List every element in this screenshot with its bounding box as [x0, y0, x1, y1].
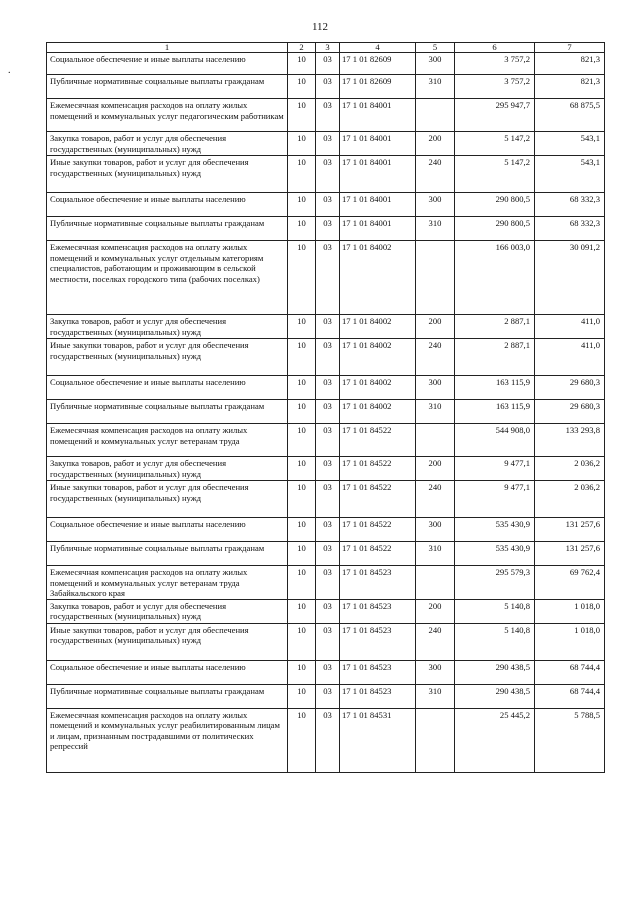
table-row [47, 53, 605, 75]
header-cell-2: 2 [288, 43, 316, 53]
cell-target-code: 17 1 01 84002 [340, 339, 416, 376]
cell-target-code: 17 1 01 84001 [340, 217, 416, 241]
table-row [47, 241, 605, 315]
row-label: Иные закупки товаров, работ и услуг для обеспечения государственных (муниципальных) нужд [47, 156, 288, 193]
cell-amount-actual: 29 680,3 [535, 376, 605, 400]
table-row [47, 623, 605, 660]
cell-expense-type: 300 [416, 518, 455, 542]
cell-target-code: 17 1 01 82609 [340, 53, 416, 75]
cell-section: 10 [288, 599, 316, 623]
table-row [47, 481, 605, 518]
cell-subsection: 03 [316, 708, 340, 772]
cell-target-code: 17 1 01 84002 [340, 376, 416, 400]
cell-amount-plan: 290 438,5 [455, 660, 535, 684]
table-body [47, 53, 605, 773]
table-row [47, 75, 605, 99]
cell-amount-plan: 3 757,2 [455, 75, 535, 99]
cell-target-code: 17 1 01 84523 [340, 623, 416, 660]
cell-amount-plan: 5 140,8 [455, 623, 535, 660]
cell-section: 10 [288, 376, 316, 400]
header-row [47, 43, 605, 53]
table-row [47, 599, 605, 623]
cell-amount-plan: 2 887,1 [455, 339, 535, 376]
cell-amount-plan: 25 445,2 [455, 708, 535, 772]
cell-subsection: 03 [316, 193, 340, 217]
cell-amount-actual: 133 293,8 [535, 424, 605, 457]
cell-amount-plan: 163 115,9 [455, 376, 535, 400]
header-cell-7: 7 [535, 43, 605, 53]
row-label: Социальное обеспечение и иные выплаты населению [47, 518, 288, 542]
cell-amount-plan: 5 147,2 [455, 132, 535, 156]
cell-section: 10 [288, 708, 316, 772]
cell-subsection: 03 [316, 53, 340, 75]
cell-subsection: 03 [316, 481, 340, 518]
cell-target-code: 17 1 01 82609 [340, 75, 416, 99]
row-label: Ежемесячная компенсация расходов на оплату жилых помещений и коммунальных услуг отдельным категориям специалистов, работающим и проживающим в сельской местности, поселках городского типа (рабочих поселках) [47, 241, 288, 315]
margin-mark: . [8, 65, 11, 76]
cell-subsection: 03 [316, 156, 340, 193]
cell-expense-type: 240 [416, 339, 455, 376]
cell-amount-plan: 535 430,9 [455, 542, 535, 566]
cell-amount-plan: 166 003,0 [455, 241, 535, 315]
cell-amount-actual: 30 091,2 [535, 241, 605, 315]
cell-target-code: 17 1 01 84001 [340, 99, 416, 132]
cell-amount-actual: 411,0 [535, 339, 605, 376]
cell-target-code: 17 1 01 84523 [340, 684, 416, 708]
row-label: Закупка товаров, работ и услуг для обеспечения государственных (муниципальных) нужд [47, 132, 288, 156]
table-row [47, 132, 605, 156]
cell-target-code: 17 1 01 84522 [340, 424, 416, 457]
cell-expense-type: 200 [416, 457, 455, 481]
cell-amount-actual: 29 680,3 [535, 400, 605, 424]
cell-expense-type: 200 [416, 599, 455, 623]
cell-section: 10 [288, 217, 316, 241]
cell-amount-actual: 2 036,2 [535, 481, 605, 518]
cell-expense-type: 200 [416, 132, 455, 156]
cell-section: 10 [288, 241, 316, 315]
cell-section: 10 [288, 339, 316, 376]
cell-target-code: 17 1 01 84531 [340, 708, 416, 772]
table-row [47, 566, 605, 600]
cell-section: 10 [288, 400, 316, 424]
cell-subsection: 03 [316, 684, 340, 708]
row-label: Иные закупки товаров, работ и услуг для обеспечения государственных (муниципальных) нужд [47, 339, 288, 376]
cell-section: 10 [288, 457, 316, 481]
cell-section: 10 [288, 542, 316, 566]
row-label: Ежемесячная компенсация расходов на оплату жилых помещений и коммунальных услуг педагогическим работникам [47, 99, 288, 132]
cell-amount-plan: 2 887,1 [455, 315, 535, 339]
cell-target-code: 17 1 01 84522 [340, 481, 416, 518]
cell-amount-actual: 68 332,3 [535, 217, 605, 241]
cell-target-code: 17 1 01 84001 [340, 193, 416, 217]
table-row [47, 99, 605, 132]
table-row [47, 193, 605, 217]
cell-amount-actual: 821,3 [535, 53, 605, 75]
cell-target-code: 17 1 01 84001 [340, 132, 416, 156]
row-label: Ежемесячная компенсация расходов на оплату жилых помещений и коммунальных услуг ветеранам труда Забайкальского края [47, 566, 288, 600]
cell-amount-actual: 821,3 [535, 75, 605, 99]
row-label: Социальное обеспечение и иные выплаты населению [47, 53, 288, 75]
cell-expense-type [416, 566, 455, 600]
table-row [47, 684, 605, 708]
header-cell-1: 1 [47, 43, 288, 53]
table-row [47, 660, 605, 684]
cell-section: 10 [288, 424, 316, 457]
cell-amount-actual: 543,1 [535, 156, 605, 193]
cell-subsection: 03 [316, 660, 340, 684]
cell-subsection: 03 [316, 599, 340, 623]
table-row [47, 156, 605, 193]
cell-target-code: 17 1 01 84002 [340, 241, 416, 315]
cell-section: 10 [288, 156, 316, 193]
cell-section: 10 [288, 518, 316, 542]
row-label: Ежемесячная компенсация расходов на оплату жилых помещений и коммунальных услуг реабилитированным лицам и лицам, признанным пострадавшими от политических репрессий [47, 708, 288, 772]
table-row [47, 542, 605, 566]
row-label: Ежемесячная компенсация расходов на оплату жилых помещений и коммунальных услуг ветеранам труда [47, 424, 288, 457]
cell-subsection: 03 [316, 400, 340, 424]
cell-subsection: 03 [316, 217, 340, 241]
table-row [47, 376, 605, 400]
cell-subsection: 03 [316, 518, 340, 542]
cell-section: 10 [288, 193, 316, 217]
cell-subsection: 03 [316, 457, 340, 481]
table-row [47, 315, 605, 339]
cell-subsection: 03 [316, 339, 340, 376]
cell-amount-actual: 68 332,3 [535, 193, 605, 217]
cell-amount-plan: 5 147,2 [455, 156, 535, 193]
table-row [47, 424, 605, 457]
table-row [47, 518, 605, 542]
row-label: Социальное обеспечение и иные выплаты населению [47, 193, 288, 217]
cell-section: 10 [288, 684, 316, 708]
cell-target-code: 17 1 01 84002 [340, 400, 416, 424]
cell-amount-plan: 290 438,5 [455, 684, 535, 708]
header-cell-5: 5 [416, 43, 455, 53]
cell-expense-type: 300 [416, 193, 455, 217]
cell-section: 10 [288, 75, 316, 99]
cell-target-code: 17 1 01 84523 [340, 660, 416, 684]
cell-subsection: 03 [316, 315, 340, 339]
cell-expense-type: 310 [416, 75, 455, 99]
row-label: Публичные нормативные социальные выплаты гражданам [47, 400, 288, 424]
cell-subsection: 03 [316, 241, 340, 315]
cell-amount-plan: 3 757,2 [455, 53, 535, 75]
cell-expense-type [416, 99, 455, 132]
cell-expense-type: 300 [416, 376, 455, 400]
cell-expense-type: 300 [416, 660, 455, 684]
cell-expense-type [416, 708, 455, 772]
cell-amount-plan: 290 800,5 [455, 217, 535, 241]
cell-amount-actual: 543,1 [535, 132, 605, 156]
cell-amount-actual: 68 875,5 [535, 99, 605, 132]
row-label: Публичные нормативные социальные выплаты гражданам [47, 542, 288, 566]
cell-section: 10 [288, 660, 316, 684]
cell-expense-type: 310 [416, 684, 455, 708]
table-row [47, 457, 605, 481]
cell-section: 10 [288, 566, 316, 600]
row-label: Иные закупки товаров, работ и услуг для обеспечения государственных (муниципальных) нужд [47, 481, 288, 518]
cell-amount-actual: 1 018,0 [535, 599, 605, 623]
cell-expense-type [416, 241, 455, 315]
row-label: Закупка товаров, работ и услуг для обеспечения государственных (муниципальных) нужд [47, 599, 288, 623]
cell-section: 10 [288, 623, 316, 660]
cell-target-code: 17 1 01 84001 [340, 156, 416, 193]
cell-expense-type: 240 [416, 481, 455, 518]
cell-subsection: 03 [316, 75, 340, 99]
cell-subsection: 03 [316, 132, 340, 156]
cell-amount-actual: 411,0 [535, 315, 605, 339]
cell-expense-type: 310 [416, 217, 455, 241]
row-label: Публичные нормативные социальные выплаты гражданам [47, 684, 288, 708]
budget-table [46, 42, 605, 773]
cell-section: 10 [288, 481, 316, 518]
row-label: Публичные нормативные социальные выплаты гражданам [47, 217, 288, 241]
header-cell-3: 3 [316, 43, 340, 53]
page-number: 112 [311, 21, 329, 33]
cell-subsection: 03 [316, 566, 340, 600]
cell-amount-plan: 295 579,3 [455, 566, 535, 600]
cell-amount-actual: 2 036,2 [535, 457, 605, 481]
cell-target-code: 17 1 01 84522 [340, 518, 416, 542]
cell-section: 10 [288, 99, 316, 132]
cell-target-code: 17 1 01 84522 [340, 457, 416, 481]
cell-subsection: 03 [316, 623, 340, 660]
row-label: Закупка товаров, работ и услуг для обеспечения государственных (муниципальных) нужд [47, 457, 288, 481]
cell-amount-actual: 131 257,6 [535, 542, 605, 566]
cell-subsection: 03 [316, 424, 340, 457]
row-label: Иные закупки товаров, работ и услуг для обеспечения государственных (муниципальных) нужд [47, 623, 288, 660]
cell-amount-actual: 5 788,5 [535, 708, 605, 772]
cell-target-code: 17 1 01 84523 [340, 566, 416, 600]
cell-amount-plan: 9 477,1 [455, 457, 535, 481]
cell-expense-type: 300 [416, 53, 455, 75]
cell-subsection: 03 [316, 376, 340, 400]
table-row [47, 708, 605, 772]
cell-section: 10 [288, 315, 316, 339]
cell-subsection: 03 [316, 99, 340, 132]
cell-amount-actual: 131 257,6 [535, 518, 605, 542]
row-label: Социальное обеспечение и иные выплаты населению [47, 376, 288, 400]
cell-expense-type [416, 424, 455, 457]
table-row [47, 339, 605, 376]
cell-amount-plan: 544 908,0 [455, 424, 535, 457]
cell-amount-plan: 535 430,9 [455, 518, 535, 542]
cell-amount-plan: 9 477,1 [455, 481, 535, 518]
cell-expense-type: 310 [416, 400, 455, 424]
cell-amount-plan: 295 947,7 [455, 99, 535, 132]
cell-expense-type: 200 [416, 315, 455, 339]
cell-expense-type: 240 [416, 156, 455, 193]
row-label: Социальное обеспечение и иные выплаты населению [47, 660, 288, 684]
cell-expense-type: 240 [416, 623, 455, 660]
cell-amount-actual: 68 744,4 [535, 684, 605, 708]
row-label: Закупка товаров, работ и услуг для обеспечения государственных (муниципальных) нужд [47, 315, 288, 339]
cell-target-code: 17 1 01 84002 [340, 315, 416, 339]
cell-amount-plan: 5 140,8 [455, 599, 535, 623]
row-label: Публичные нормативные социальные выплаты гражданам [47, 75, 288, 99]
cell-amount-plan: 163 115,9 [455, 400, 535, 424]
cell-amount-actual: 1 018,0 [535, 623, 605, 660]
header-cell-4: 4 [340, 43, 416, 53]
table-row [47, 400, 605, 424]
table-row [47, 217, 605, 241]
cell-amount-actual: 68 744,4 [535, 660, 605, 684]
cell-target-code: 17 1 01 84522 [340, 542, 416, 566]
cell-subsection: 03 [316, 542, 340, 566]
cell-target-code: 17 1 01 84523 [340, 599, 416, 623]
cell-amount-actual: 69 762,4 [535, 566, 605, 600]
cell-section: 10 [288, 132, 316, 156]
cell-section: 10 [288, 53, 316, 75]
header-cell-6: 6 [455, 43, 535, 53]
cell-amount-plan: 290 800,5 [455, 193, 535, 217]
cell-expense-type: 310 [416, 542, 455, 566]
